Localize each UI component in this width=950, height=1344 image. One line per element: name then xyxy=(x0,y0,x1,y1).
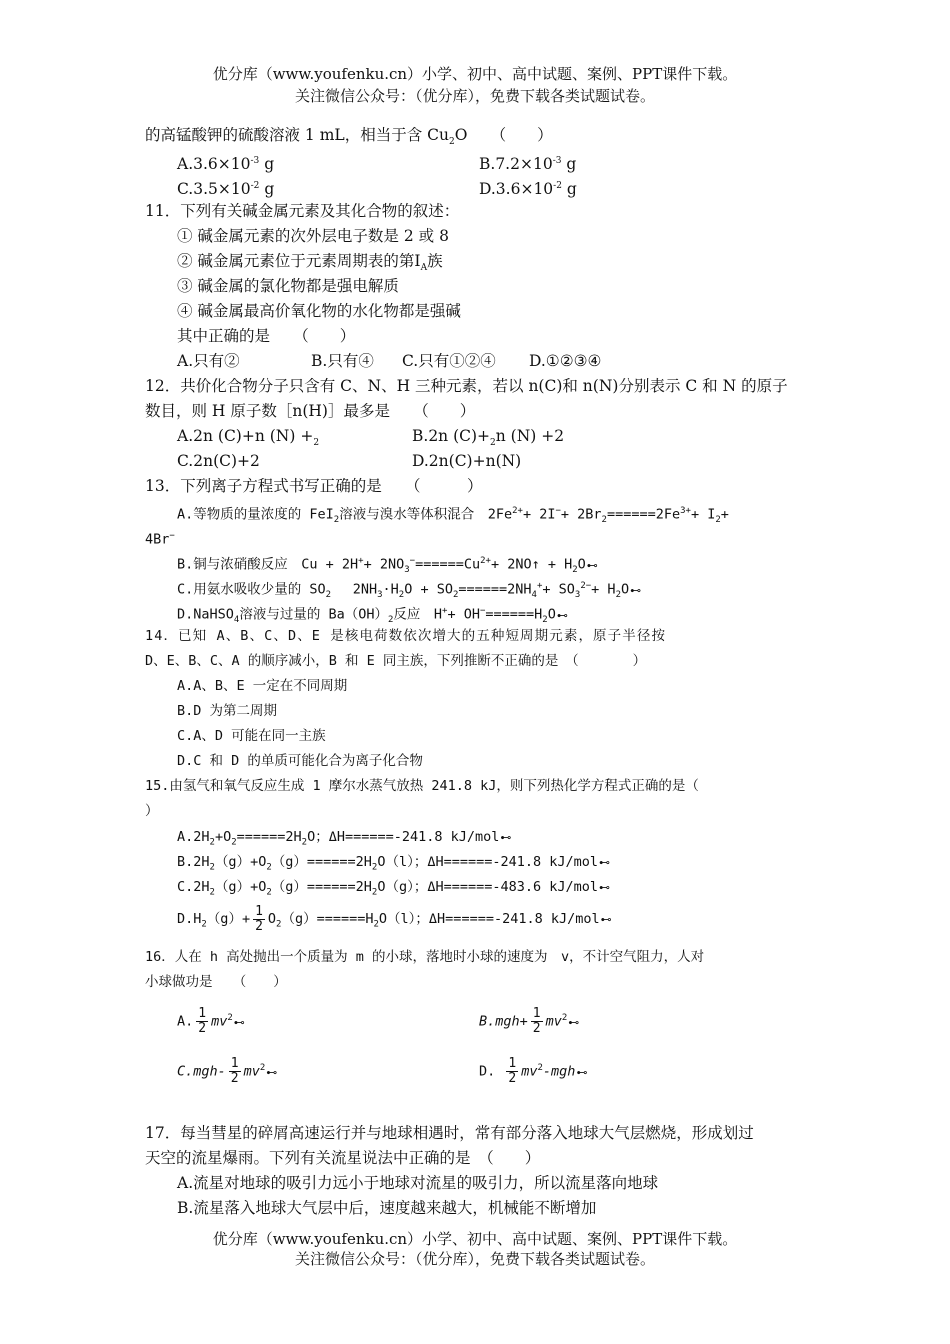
q11-option-c: C.只有①②④ xyxy=(402,352,496,370)
q12-option-c: C.2n(C)+2 xyxy=(177,452,260,470)
fraction-half: $\frac{1}{2}$ xyxy=(508,1056,517,1086)
q12-option-b: B.2n $(C)+_2n$ (N) +2 xyxy=(412,427,565,449)
q16-option-c: C.mgh- $\frac{1}{2}$ $mv^2⊷$ xyxy=(177,1056,278,1086)
q16-stem-1: 16．人在 h 高处抛出一个质量为 m 的小球，落地时小球的速度为 v，不计空气阻力，人对 xyxy=(145,949,705,965)
header-line-1: 优分库（www.youfenku.cn）小学、初中、高中试题、案例、PPT课件下载。 xyxy=(212,65,738,83)
q11-option-b: B.只有④ xyxy=(311,352,374,370)
q14-option-d: D.C 和 D 的单质可能化合为离子化合物 xyxy=(177,753,423,769)
q13-option-a-line-1: A.等物质的量浓度的 FeI$_2$溶液与溴水等体积混合 $2Fe^{2+}+ 2I^-+ 2Br_2======2Fe^{3+}+ I_2+$ xyxy=(177,506,729,526)
q15-stem-2: ） xyxy=(145,803,159,819)
q10-option-a: $A.3.6\times 10^{-3}$ g xyxy=(177,155,275,174)
q14-stem-1: 14．已知 A、B、C、D、E 是核电荷数依次增大的五种短周期元素，原子半径按 xyxy=(145,628,667,644)
equation-mark-icon: ⊷ xyxy=(630,583,642,597)
q13-option-c: C.用氨水吸收少量的 $SO_2$ $2NH_3\cdot H_2O + SO_2======2NH_4^++ SO_3^{2-}+$ $H_2O⊷$ xyxy=(177,581,642,601)
q16-option-b: B.mgh+ $\frac{1}{2}$ $mv^2⊷$ xyxy=(479,1006,580,1036)
q15-stem-1: 15.由氢气和氧气反应生成 1 摩尔水蒸气放热 241.8 kJ，则下列热化学方程式正确的是（ xyxy=(145,778,699,794)
q11-option-d: D.①②③④ xyxy=(529,352,602,370)
q12-option-d: D.2n(C)+n(N) xyxy=(412,452,522,470)
q11-statement-3: ③ 碱金属的氯化物都是强电解质 xyxy=(177,277,399,295)
fraction-half: $\frac{1}{2}$ xyxy=(532,1006,541,1036)
q16-stem-2: 小球做功是 （ ） xyxy=(145,974,287,990)
equation-mark-icon: ⊷ xyxy=(600,913,612,926)
q10-option-d: $D.3.6\times 10^{-2}$ g xyxy=(479,180,577,199)
q16-option-d: D. $\frac{1}{2}$ $mv^2-mgh⊷$ xyxy=(479,1056,588,1086)
q13-option-a-line-2: 4Br− xyxy=(145,531,175,548)
equation-mark-icon: ⊷ xyxy=(233,1015,245,1029)
equation-mark-icon: ⊷ xyxy=(586,558,598,572)
q14-option-a: A.A、B、E 一定在不同周期 xyxy=(177,678,348,694)
q15-option-b: $B.2H_2(g)+O_2(g)======2H_2O(l)$；ΔH======-241.8 kJ/mol⊷ xyxy=(177,854,611,873)
fraction-half: $\frac{1}{2}$ xyxy=(255,903,263,934)
q11-statement-4: ④ 碱金属最高价氧化物的水化物都是强碱 xyxy=(177,302,461,320)
q12-option-a: A.2n (C)+n $(N) +_2$ xyxy=(177,427,320,449)
fraction-half: $\frac{1}{2}$ xyxy=(198,1006,207,1036)
q17-option-b: B.流星落入地球大气层中后，速度越来越大，机械能不断增加 xyxy=(177,1199,597,1217)
q17-stem-1: 17．每当彗星的碎屑高速运行并与地球相遇时，常有部分落入地球大气层燃烧，形成划过 xyxy=(145,1124,754,1142)
q11-statement-2: ② 碱金属元素位于元素周期表的第$Ⅰ_A$族 xyxy=(177,252,443,274)
q13-stem: 13．下列离子方程式书写正确的是 （ ） xyxy=(145,477,483,495)
equation-mark-icon: ⊷ xyxy=(576,1065,588,1079)
equation-mark-icon: ⊷ xyxy=(599,881,611,894)
q17-option-a: A.流星对地球的吸引力远小于地球对流星的吸引力，所以流星落向地球 xyxy=(177,1174,659,1192)
equation-mark-icon: ⊷ xyxy=(568,1015,580,1029)
q17-stem-2: 天空的流星爆雨。下列有关流星说法中正确的是 （ ） xyxy=(145,1149,541,1167)
equation-mark-icon: ⊷ xyxy=(556,608,568,622)
header-line-2: 关注微信公众号：（优分库），免费下载各类试题试卷。 xyxy=(294,87,655,105)
q12-stem-2: 数目，则 H 原子数［n(H)］最多是 （ ） xyxy=(145,402,476,420)
q14-stem-2: D、E、B、C、A 的顺序减小，B 和 E 同主族，下列推断不正确的是 （ ） xyxy=(145,653,647,669)
q14-option-b: B.D 为第二周期 xyxy=(177,703,278,719)
q11-ask: 其中正确的是 （ ） xyxy=(177,327,356,345)
q11-stem: 11．下列有关碱金属元素及其化合物的叙述： xyxy=(145,202,460,220)
q13-option-d: D.NaHSO$_4$溶液与过量的 $Ba(OH)_2$反应 $H^++ OH^-======H_2O⊷$ xyxy=(177,606,568,626)
equation-mark-icon: ⊷ xyxy=(500,831,512,844)
q11-option-a: A.只有② xyxy=(177,352,240,370)
q16-option-a: A. $\frac{1}{2}$ $mv^2⊷$ xyxy=(177,1006,245,1036)
q10-option-c: $C.3.5\times 10^{-2}$ g xyxy=(177,180,275,199)
footer-line-1: 优分库（www.youfenku.cn）小学、初中、高中试题、案例、PPT课件下载。 xyxy=(212,1230,738,1248)
q11-statement-1: ① 碱金属元素的次外层电子数是 2 或 8 xyxy=(177,227,449,245)
q13-option-b: B.铜与浓硝酸反应 $Cu + 2H^++ 2NO_3^-======Cu^{2+}+$ 2NO↑ + $H_2O⊷$ xyxy=(177,556,598,576)
equation-mark-icon: ⊷ xyxy=(266,1065,278,1079)
q15-option-d: $D.H_2(g)+$ $\frac{1}{2}$ $O_2(g)======H_2O(l)$；ΔH======-241.8 kJ/mol⊷ xyxy=(177,903,612,934)
footer-line-2: 关注微信公众号：（优分库），免费下载各类试题试卷。 xyxy=(294,1250,655,1268)
q12-stem-1: 12．共价化合物分子只含有 C、N、H 三种元素，若以 n(C)和 n(N)分别表示 C 和 N 的原子 xyxy=(145,377,788,395)
equation-mark-icon: ⊷ xyxy=(599,856,611,869)
q14-option-c: C.A、D 可能在同一主族 xyxy=(177,728,326,744)
fraction-half: $\frac{1}{2}$ xyxy=(230,1056,239,1086)
q10-stem: 的高锰酸钾的硫酸溶液 1 mL，相当于含 $Cu_2O$ （ ） xyxy=(145,126,553,148)
q15-option-c: $C.2H_2(g)+O_2(g)======2H_2O(g)$；ΔH======-483.6 kJ/mol⊷ xyxy=(177,879,611,898)
q15-option-a: $A.2H_2+O_2======2H_2O$；ΔH======-241.8 kJ/mol⊷ xyxy=(177,829,512,848)
q10-option-b: $B.7.2\times 10^{-3}$ g xyxy=(479,155,577,174)
